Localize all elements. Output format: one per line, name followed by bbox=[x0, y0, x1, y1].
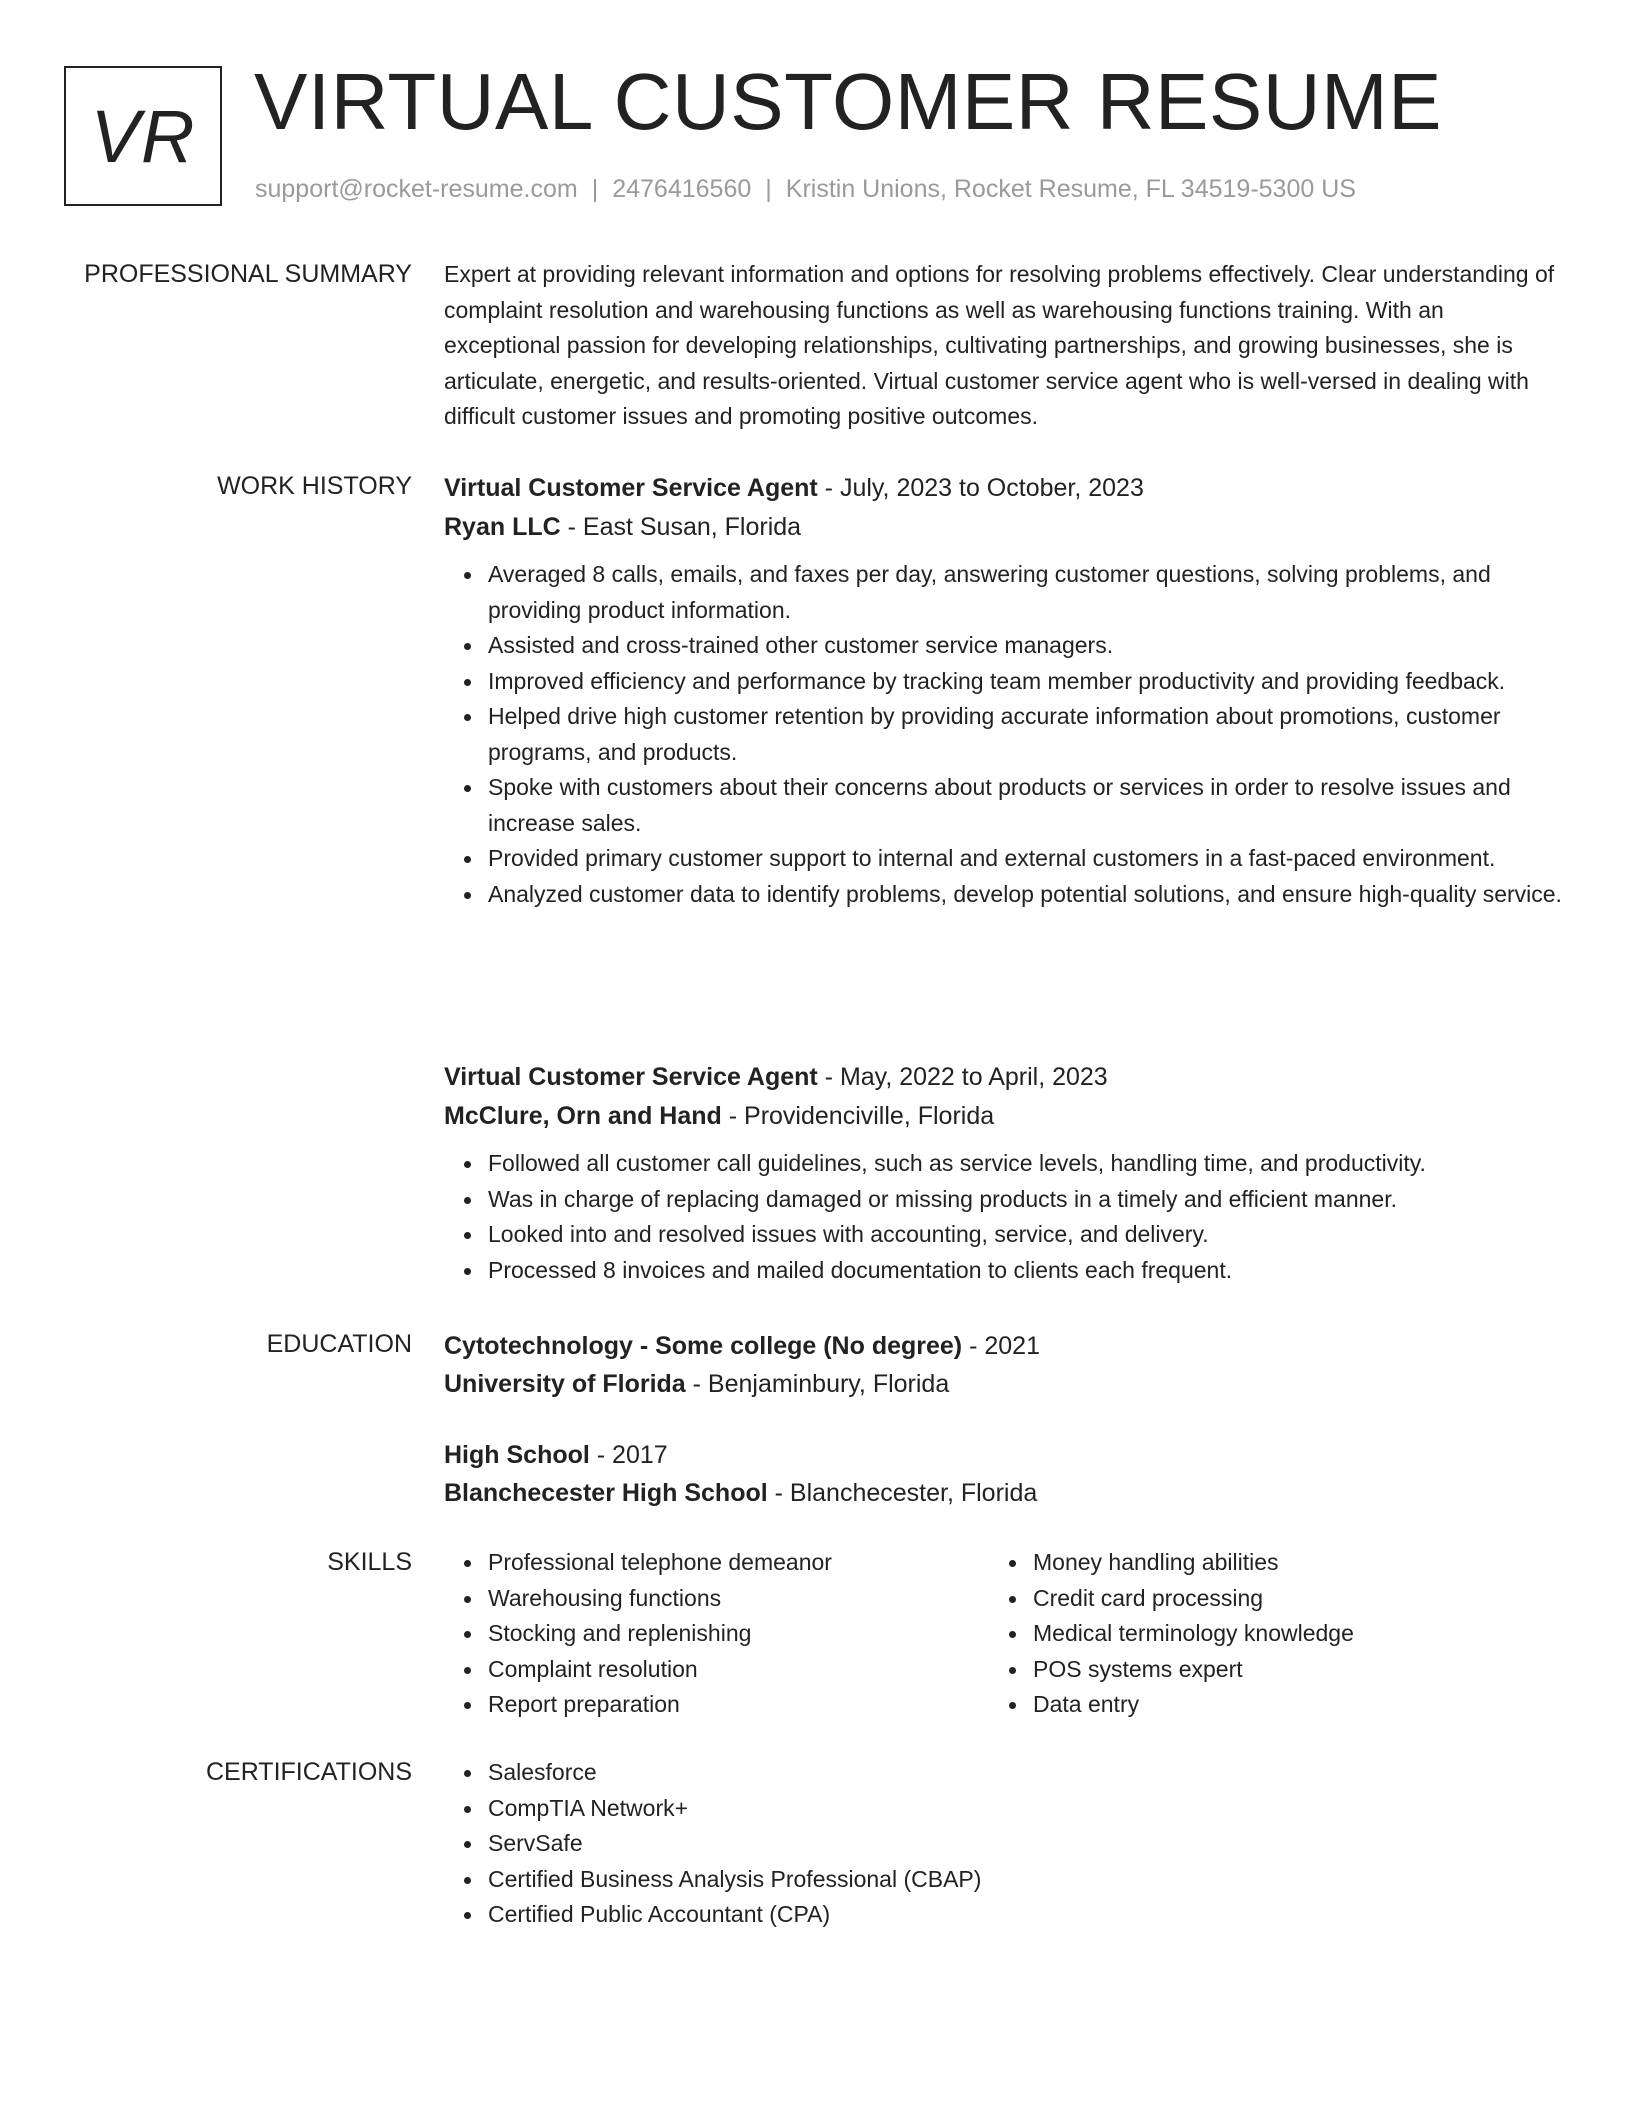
list-item: Certified Business Analysis Professional (CBAP) bbox=[488, 1862, 1564, 1898]
section-label: PROFESSIONAL SUMMARY bbox=[84, 260, 412, 288]
list-item: Helped drive high customer retention by providing accurate information about promotions, customer programs, and products. bbox=[488, 699, 1564, 770]
education-location: - Benjaminbury, Florida bbox=[685, 1370, 950, 1398]
list-item: CompTIA Network+ bbox=[488, 1791, 1564, 1827]
summary-text: Expert at providing relevant information and options for resolving problems effectively. Clear understanding of complaint resolution and warehousing functions as well as warehousing functions training. With an exceptional passion for developing relationships, cultivating partnerships, and growing businesses, she is articulate, energetic, and results-oriented. Virtual customer service agent who is well-versed in dealing with difficult customer issues and promoting positive outcomes. bbox=[444, 261, 1555, 429]
employer-line bbox=[444, 1097, 1564, 1136]
education-school-line bbox=[444, 1365, 1564, 1403]
education-year: - 2017 bbox=[589, 1441, 668, 1469]
education-school: University of Florida bbox=[444, 1370, 686, 1398]
job-entry bbox=[444, 1058, 1564, 1288]
list-item: Medical terminology knowledge bbox=[1033, 1616, 1534, 1652]
job-title: Virtual Customer Service Agent bbox=[444, 474, 818, 502]
job-title: Virtual Customer Service Agent bbox=[444, 1063, 818, 1091]
education-degree: High School bbox=[444, 1441, 590, 1469]
skills-column-right bbox=[989, 1545, 1534, 1723]
education-degree-line bbox=[444, 1327, 1564, 1365]
contact-line bbox=[255, 172, 1356, 206]
employer-location: - Providenciville, Florida bbox=[721, 1102, 995, 1130]
certifications-list bbox=[444, 1755, 1564, 1933]
list-item: Stocking and replenishing bbox=[488, 1616, 989, 1652]
education-school-line bbox=[444, 1474, 1564, 1512]
section-body bbox=[444, 1327, 1564, 1403]
education-location: - Blanchecester, Florida bbox=[767, 1479, 1038, 1507]
list-item: Complaint resolution bbox=[488, 1652, 989, 1688]
list-item: Credit card processing bbox=[1033, 1581, 1534, 1617]
skills-list bbox=[989, 1545, 1534, 1723]
section-body bbox=[444, 1436, 1564, 1512]
list-item: Salesforce bbox=[488, 1755, 1564, 1791]
job-entry bbox=[444, 469, 1564, 912]
list-item: POS systems expert bbox=[1033, 1652, 1534, 1688]
list-item: Assisted and cross-trained other customer service managers. bbox=[488, 628, 1564, 664]
section-label: CERTIFICATIONS bbox=[205, 1758, 412, 1786]
skills-columns bbox=[444, 1545, 1564, 1723]
resume-title: VIRTUAL CUSTOMER RESUME bbox=[254, 57, 1442, 146]
contact-address: Kristin Unions, Rocket Resume, FL 34519-5300 US bbox=[785, 175, 1356, 203]
education-year: - 2021 bbox=[962, 1332, 1040, 1360]
job-bullets bbox=[444, 1146, 1564, 1288]
job-dates: - July, 2023 to October, 2023 bbox=[817, 474, 1144, 502]
list-item: Looked into and resolved issues with accounting, service, and delivery. bbox=[488, 1217, 1564, 1253]
list-item: Data entry bbox=[1033, 1687, 1534, 1723]
section-label: EDUCATION bbox=[266, 1330, 412, 1358]
employer-name: Ryan LLC bbox=[444, 513, 561, 541]
education-degree-line bbox=[444, 1436, 1564, 1474]
skills-list bbox=[444, 1545, 989, 1723]
list-item: Professional telephone demeanor bbox=[488, 1545, 989, 1581]
contact-phone[interactable]: 2476416560 bbox=[612, 175, 752, 203]
contact-separator: | bbox=[765, 175, 772, 203]
list-item: Was in charge of replacing damaged or missing products in a timely and efficient manner. bbox=[488, 1182, 1564, 1218]
section-body bbox=[444, 1058, 1564, 1288]
monogram-logo: VR bbox=[64, 66, 222, 206]
section-body bbox=[444, 1545, 1564, 1723]
section-label: WORK HISTORY bbox=[217, 472, 412, 500]
list-item: Analyzed customer data to identify problems, develop potential solutions, and ensure high-quality service. bbox=[488, 877, 1564, 913]
list-item: Warehousing functions bbox=[488, 1581, 989, 1617]
list-item: ServSafe bbox=[488, 1826, 1564, 1862]
section-body bbox=[444, 1755, 1564, 1933]
list-item: Improved efficiency and performance by tracking team member productivity and providing feedback. bbox=[488, 664, 1564, 700]
job-title-line bbox=[444, 1058, 1564, 1097]
employer-name: McClure, Orn and Hand bbox=[444, 1102, 722, 1130]
education-degree: Cytotechnology - Some college (No degree) bbox=[444, 1332, 963, 1360]
section-label: SKILLS bbox=[327, 1548, 412, 1576]
list-item: Provided primary customer support to internal and external customers in a fast-paced environment. bbox=[488, 841, 1564, 877]
skills-column-left bbox=[444, 1545, 989, 1723]
list-item: Spoke with customers about their concerns about products or services in order to resolve issues and increase sales. bbox=[488, 770, 1564, 841]
job-title-line bbox=[444, 469, 1564, 508]
education-school: Blanchecester High School bbox=[444, 1479, 768, 1507]
list-item: Certified Public Accountant (CPA) bbox=[488, 1897, 1564, 1933]
contact-separator: | bbox=[591, 175, 599, 203]
list-item: Followed all customer call guidelines, such as service levels, handling time, and productivity. bbox=[488, 1146, 1564, 1182]
section-body bbox=[444, 257, 1564, 435]
employer-line bbox=[444, 508, 1564, 547]
contact-email[interactable]: support@rocket-resume.com bbox=[255, 175, 578, 203]
employer-location: - East Susan, Florida bbox=[560, 513, 802, 541]
list-item: Report preparation bbox=[488, 1687, 989, 1723]
list-item: Processed 8 invoices and mailed documentation to clients each frequent. bbox=[488, 1253, 1564, 1289]
section-body bbox=[444, 469, 1564, 912]
job-bullets bbox=[444, 557, 1564, 912]
list-item: Averaged 8 calls, emails, and faxes per day, answering customer questions, solving problems, and providing product information. bbox=[488, 557, 1564, 628]
job-dates: - May, 2022 to April, 2023 bbox=[817, 1063, 1108, 1091]
list-item: Money handling abilities bbox=[1033, 1545, 1534, 1581]
